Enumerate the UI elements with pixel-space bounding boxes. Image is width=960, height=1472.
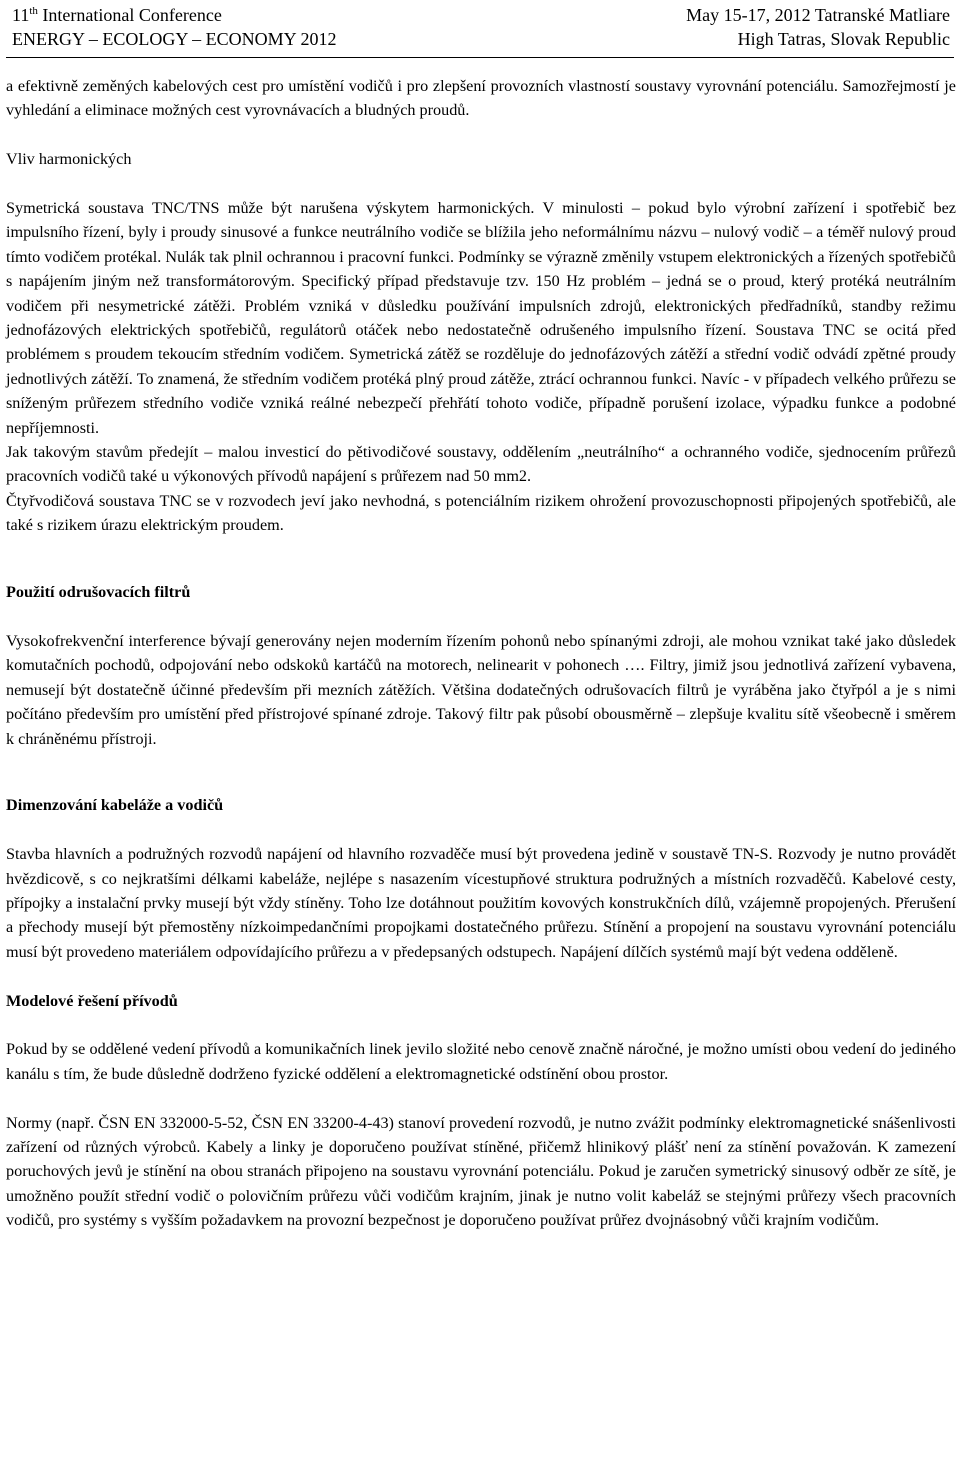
conference-number: 11 bbox=[12, 5, 30, 25]
conference-name: International Conference bbox=[37, 5, 222, 25]
section-heading-filters: Použití odrušovacích filtrů bbox=[6, 583, 191, 602]
conference-region: High Tatras, Slovak Republic bbox=[737, 29, 950, 49]
paragraph-cabling: Stavba hlavních a podružných rozvodů napájení od hlavního rozvaděče musí být provedena jedině v soustavě TN-S. Rozvody je nutno provádět hvězdicově, s co nejkratšími délkami kabeláže, nejlépe s nasazením vícestupňové struktura podružných a místních rozvaděčů. Kabelové cesty, přípojky a instalační prvky musejí být vždy stíněny. Toho lze dotáhnout použitím kovových konstrukčních dílů, vzájemně propojených. Přerušení a přechody musejí být přemostěny nízkoimpedančními propojkami dostatečného průřezu. Stínění a propojení na soustavu vyrovnání potenciálu musí být provedeno materiálem odpovídajícího průřezu a v předepsaných odstupech. Napájení dílčích systémů mají být vedena odděleně. bbox=[6, 845, 956, 961]
header-right bbox=[686, 3, 950, 51]
paragraph-harmonics-2: Jak takovým stavům předejít – malou investicí do pětivodičové soustavy, oddělením „neutrálního“ a ochranného vodiče, sjednocením průřezů pracovních vodičů také u výkonových přívodů napájení s průřezem nad 50 mm2. bbox=[6, 443, 956, 486]
paragraph-harmonics-3: Čtyřvodičová soustava TNC se v rozvodech jeví jako nevhodná, s potenciálním rizikem ohrožení provozuschopnosti připojených spotřebičů, ale také s rizikem úrazu elektrickým proudem. bbox=[6, 491, 956, 535]
paragraph-model-2: Normy (např. ČSN EN 332000-5-52, ČSN EN 33200-4-43) stanoví provedení rozvodů, je nutno zvážit podmínky elektromagnetické snášenlivosti zařízení od různých výrobců. Kabely a linky je doporučeno používat stíněné, přičemž hlinikový plášť není za stínění považován. K zamezení poruchových jevů je stínění na obou stranách připojeno na soustavu vyrovnání potenciálu. Pokud je zaručen symetrický sinusový odběr ze sítě, je umožněno použít střední vodič o polovičním průřezu vůči vodičům krajním, jinak je nutno volit kabeláž se stejnými průřezy všech pracovních vodičů, pro systémy s vyšším požadavkem na provozní bezpečnost je doporučeno používat průřez dvojnásobný vůči krajním vodičům. bbox=[6, 1113, 956, 1230]
paragraph-intro: a efektivně zeměných kabelových cest pro umístění vodičů i pro zlepšení provozních vlastností soustavy vyrovnání potenciálu. Samozřejmostí je vyhledání a eliminace možných cest vyrovnávacích a bludných proudů. bbox=[6, 77, 956, 120]
paragraph-filters: Vysokofrekvenční interference bývají generovány nejen moderním řízením pohonů nebo spínanými zdroji, ale mohou vznikat také jako důsledek komutačních pochodů, odpojování nebo odskoků kartáčů na motorech, nelinearit v pohonech …. Filtry, jimiž jsou jednotlivá zařízení vybavena, nemusejí být dostatečně účinné především při mezních zátěžích. Většina dodatečných odrušovacích filtrů je vyráběna jako čtyřpól a je s nimi počítáno především pro umístění před přístrojové spínané zdroje. Takový filtr pak působí obousměrně – zlepšuje kvalitu sítě všeobecně i směrem k chráněnému přístroji. bbox=[6, 631, 956, 748]
conference-date-place: May 15-17, 2012 Tatranské Matliare bbox=[686, 5, 950, 25]
paragraph-model-1: Pokud by se oddělené vedení přívodů a komunikačních linek jevilo složité nebo cenově značně náročné, je možno umísti obou vedení do jediného kanálu s tím, že bude důsledně dodrženo fyzické oddělení a elektromagnetické odstínění obou prostor. bbox=[6, 1040, 956, 1083]
section-heading-model: Modelové řešení přívodů bbox=[6, 991, 178, 1010]
section-heading-cabling: Dimenzování kabeláže a vodičů bbox=[6, 796, 224, 815]
section-heading-harmonics: Vliv harmonických bbox=[6, 150, 132, 169]
running-header bbox=[6, 0, 956, 52]
conference-subtitle: ENERGY – ECOLOGY – ECONOMY 2012 bbox=[12, 29, 337, 49]
conference-number-suffix: th bbox=[29, 5, 38, 17]
header-left bbox=[12, 3, 336, 51]
conference-title bbox=[12, 3, 336, 27]
article-body bbox=[6, 74, 956, 1233]
header-divider bbox=[6, 57, 954, 58]
paragraph-harmonics-1: Symetrická soustava TNC/TNS může být narušena výskytem harmonických. V minulosti – pokud bylo výrobní zařízení i spotřebič bez impulsního řízení, byly i proudy sinusové a funkce neutrálního vodiče se blížila jeho neformálnímu názvu – nulový vodič – a téměř nulový proud tímto vodičem protékal. Nulák tak plnil ochrannou i pracovní funkci. Podmínky se výrazně změnily vstupem elektronických a řízených spotřebičů s napájením jiným než transformátorovým. Specifický případ představuje tzv. 150 Hz problém – jedná se o proud, který protéká neutrálním vodičem při nesymetrické zátěži. Problém vzniká v důsledku používání impulsních zdrojů, elektronických předřadníků, standby režimu jednofázových elektrických spotřebičů, regulátorů otáček nebo nedostatečně odrušeného impulsního řízení. Soustava TNC se ocitá před problémem s proudem tekoucím středním vodičem. Symetrická zátěž se rozděluje do jednofázových zátěží a střední vodič odvádí zpětné proudy jednotlivých zátěží. To znamená, že středním vodičem protéká plný proud zátěže, ztrácí ochrannou funkci. Navíc - v případech velkého průřezu se sníženým průřezem středního vodiče vzniká reálné nebezpečí přehřátí tohoto vodiče, případně porušení izolace, výpadku funkce a podobné nepříjemnosti. bbox=[6, 199, 956, 437]
